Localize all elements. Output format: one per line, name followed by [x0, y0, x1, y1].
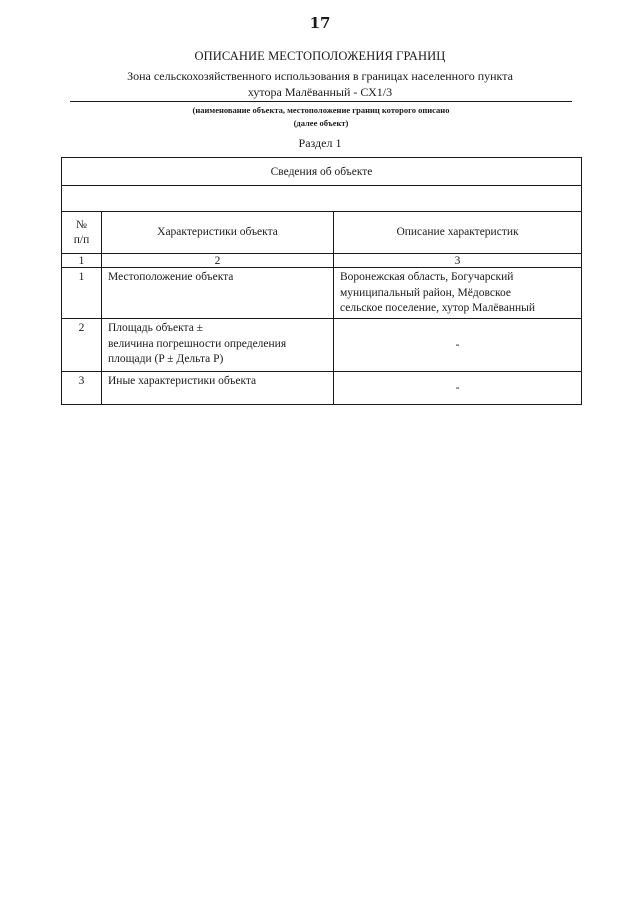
object-caption-line-1: (наименование объекта, местоположение границ которого описано [192, 105, 450, 115]
row-description [334, 268, 582, 319]
object-caption [70, 104, 572, 129]
column-index-2: 2 [102, 254, 334, 268]
table-caption-row [62, 158, 582, 186]
row-characteristic [102, 372, 334, 405]
characteristic-line: Местоположение объекта [108, 271, 234, 283]
description-line: - [455, 382, 460, 395]
table-empty-row [62, 186, 582, 212]
table-row [62, 268, 582, 319]
row-description [334, 372, 582, 405]
section-title: Раздел 1 [298, 136, 342, 150]
characteristic-line: площади (P ± Дельта P) [108, 353, 224, 365]
row-description [334, 319, 582, 372]
object-info-table [61, 157, 582, 405]
object-name-line-1: Зона сельскохозяйственного использования в границах населенного пункта [127, 69, 513, 83]
table-empty-cell [62, 186, 582, 212]
column-index-3: 3 [334, 254, 582, 268]
object-name-underline [70, 101, 572, 102]
object-caption-line-2: (далее объект) [293, 117, 349, 128]
row-num: 2 [62, 319, 102, 372]
table-row [62, 319, 582, 372]
characteristic-line: Площадь объекта ± [108, 322, 203, 334]
description-line: муниципальный район, Мёдовское [340, 286, 511, 299]
table-index-row [62, 254, 582, 268]
page-number: 17 [309, 14, 331, 32]
header-num-line-2: п/п [73, 233, 90, 246]
header-num-line-1: № [76, 218, 87, 231]
characteristic-line: величина погрешности определения [108, 337, 287, 350]
row-num: 1 [62, 268, 102, 319]
header-characteristics: Характеристики объекта [102, 212, 334, 254]
row-characteristic [102, 268, 334, 319]
table-header-row [62, 212, 582, 254]
header-description: Описание характеристик [334, 212, 582, 254]
description-line: Воронежская область, Богучарский [340, 271, 514, 283]
column-index-1: 1 [62, 254, 102, 268]
description-line: сельское поселение, хутор Малёванный [340, 302, 536, 314]
row-characteristic [102, 319, 334, 372]
table-caption: Сведения об объекте [62, 158, 582, 186]
document-title: ОПИСАНИЕ МЕСТОПОЛОЖЕНИЯ ГРАНИЦ [194, 49, 446, 63]
description-line: - [455, 339, 460, 352]
characteristic-line: Иные характеристики объекта [108, 375, 257, 387]
table-row [62, 372, 582, 405]
header-num [62, 212, 102, 254]
object-name [70, 69, 570, 100]
row-num: 3 [62, 372, 102, 405]
object-name-line-2: хутора Малёванный - СХ1/3 [247, 84, 393, 99]
